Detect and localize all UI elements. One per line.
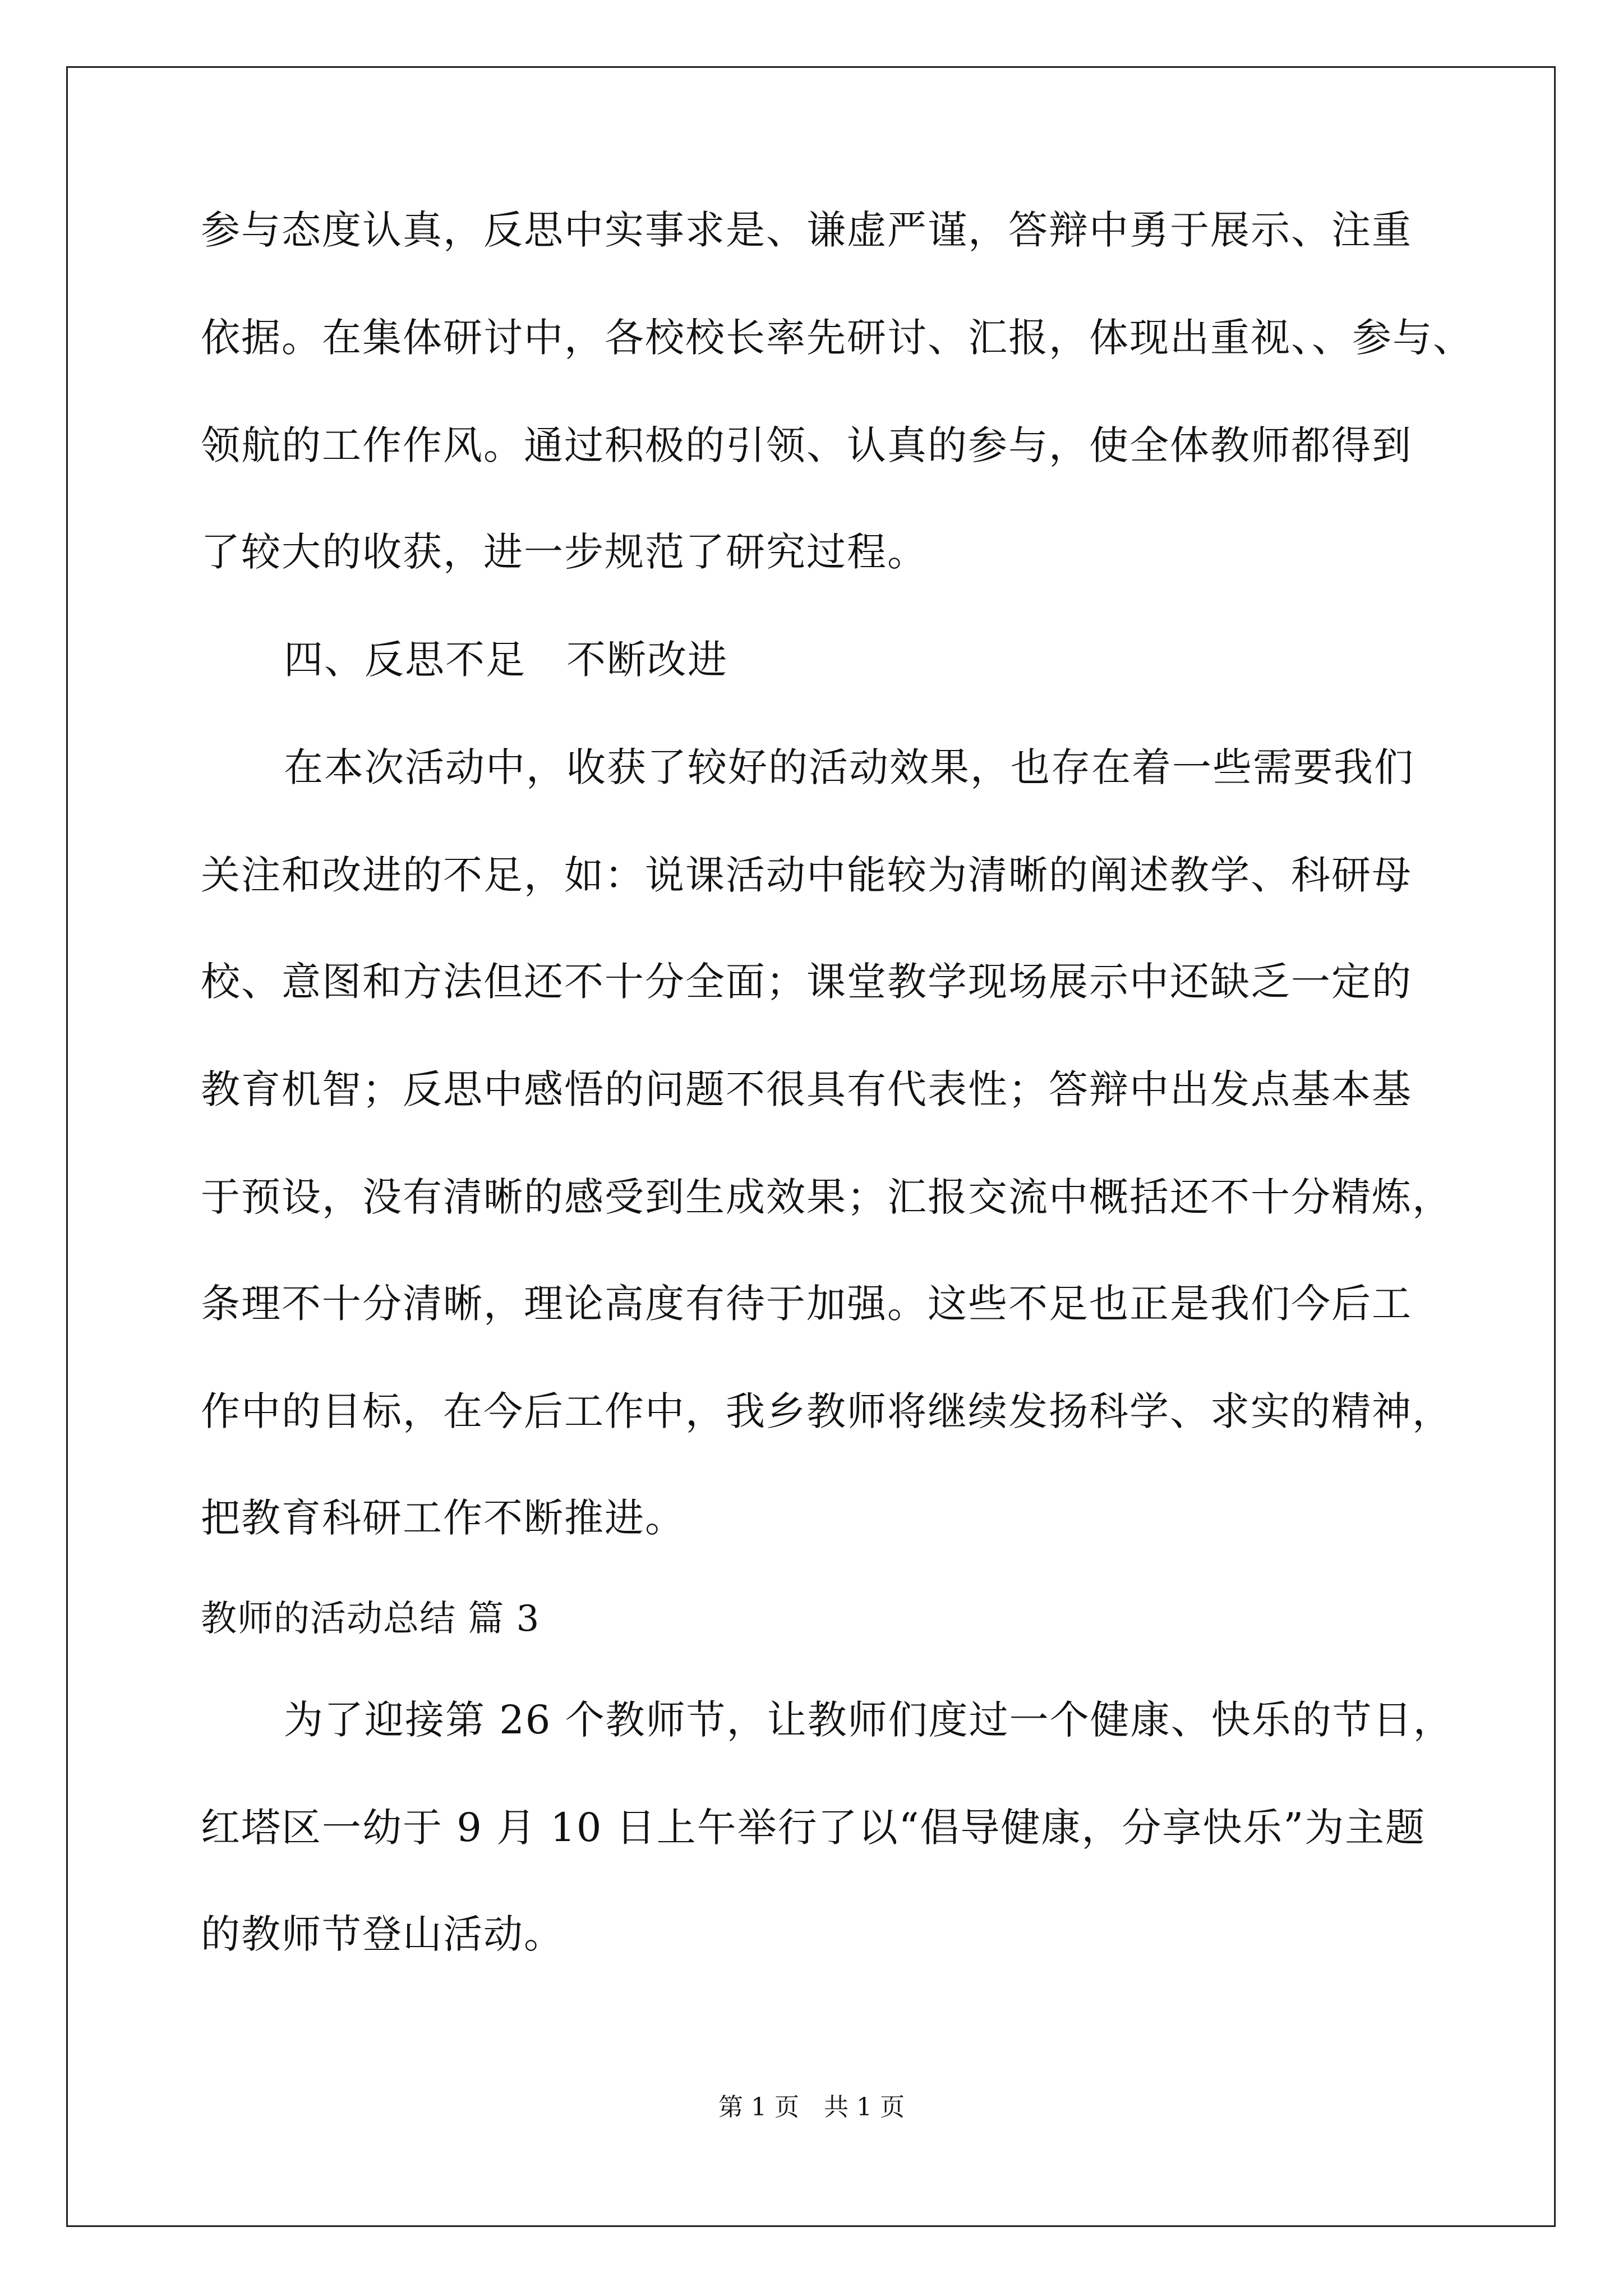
body-line: 参与态度认真，反思中实事求是、谦虚严谨，答辩中勇于展示、注重: [201, 207, 1412, 253]
article-title: 教师的活动总结 篇 3: [201, 1598, 540, 1640]
body-line: 的教师节登山活动。: [201, 1911, 564, 1957]
body-line: 关注和改进的不足，如：说课活动中能较为清晰的阐述教学、科研母: [201, 852, 1412, 898]
body-line: 红塔区一幼于 9 月 10 日上午举行了以“倡导健康，分享快乐”为主题: [201, 1805, 1426, 1851]
body-line: 教育机智；反思中感悟的问题不很具有代表性；答辩中出发点基本基: [201, 1066, 1412, 1112]
body-line: 了较大的收获，进一步规范了研究过程。: [201, 529, 928, 575]
body-line: 校、意图和方法但还不十分全面；课堂教学现场展示中还缺乏一定的: [201, 959, 1412, 1005]
page-footer: 第 1 页 共 1 页: [718, 2093, 905, 2122]
body-line: 作中的目标，在今后工作中，我乡教师将继续发扬科学、求实的精神，: [201, 1388, 1453, 1434]
body-line: 把教育科研工作不断推进。: [201, 1495, 685, 1541]
paragraph-first-line: 为了迎接第 26 个教师节，让教师们度过一个健康、快乐的节日，: [284, 1697, 1454, 1743]
section-heading: 四、反思不足 不断改进: [284, 637, 728, 683]
paragraph-first-line: 在本次活动中，收获了较好的活动效果，也存在着一些需要我们: [284, 744, 1414, 790]
page-border: [66, 66, 1556, 2227]
body-line: 领航的工作作风。通过积极的引领、认真的参与，使全体教师都得到: [201, 422, 1412, 468]
body-line: 于预设，没有清晰的感受到生成效果；汇报交流中概括还不十分精炼，: [201, 1174, 1453, 1220]
body-line: 条理不十分清晰，理论高度有待于加强。这些不足也正是我们今后工: [201, 1281, 1412, 1327]
body-line: 依据。在集体研讨中，各校校长率先研讨、汇报，体现出重视、、参与、: [201, 315, 1473, 361]
